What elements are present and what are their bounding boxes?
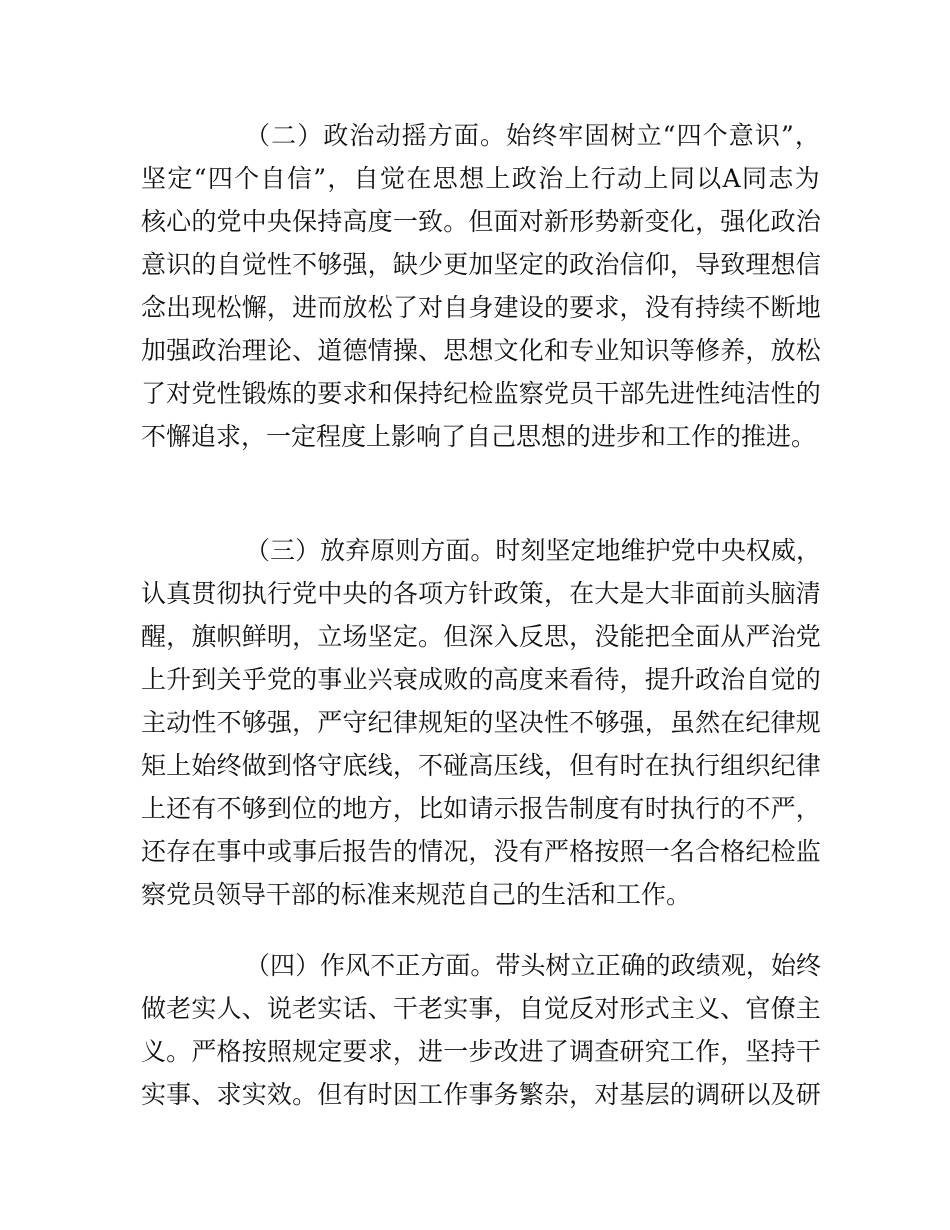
text-line: 上升到关乎党的事业兴衰成败的高度来看待，提升政治自觉的 xyxy=(141,665,821,694)
paragraph-abandoning-principles xyxy=(141,529,821,916)
text-line: 做老实人、说老实话、干老实事，自觉反对形式主义、官僚主 xyxy=(141,994,821,1023)
paragraph-improper-work-style xyxy=(141,944,821,1116)
text-line: 还存在事中或事后报告的情况，没有严格按照一名合格纪检监 xyxy=(141,837,821,866)
text-line: 主动性不够强，严守纪律规矩的坚决性不够强，虽然在纪律规 xyxy=(141,708,821,737)
text-line: 上还有不够到位的地方，比如请示报告制度有时执行的不严， xyxy=(141,794,821,823)
text-line: 义。严格按照规定要求，进一步改进了调查研究工作，坚持干 xyxy=(141,1037,821,1066)
text-line: （四）作风不正方面。带头树立正确的政绩观，始终 xyxy=(245,951,821,980)
text-line: 念出现松懈，进而放松了对自身建设的要求，没有持续不断地 xyxy=(141,293,821,322)
text-line: 核心的党中央保持高度一致。但面对新形势新变化，强化政治 xyxy=(141,207,821,236)
text-line: 实事、求实效。但有时因工作事务繁杂，对基层的调研以及研 xyxy=(141,1080,821,1109)
text-line: 认真贯彻执行党中央的各项方针政策，在大是大非面前头脑清 xyxy=(141,579,821,608)
paragraph-political-wavering xyxy=(141,114,821,458)
text-line: （二）政治动摇方面。始终牢固树立“四个意识”， xyxy=(245,121,821,150)
text-line: 察党员领导干部的标准来规范自己的生活和工作。 xyxy=(141,880,692,909)
text-line: 坚定“四个自信”，自觉在思想上政治上行动上同以A同志为 xyxy=(141,164,821,193)
text-line: 矩上始终做到恪守底线，不碰高压线，但有时在执行组织纪律 xyxy=(141,751,821,780)
text-line: 加强政治理论、道德情操、思想文化和专业知识等修养，放松 xyxy=(141,336,821,365)
text-line: 醒，旗帜鲜明，立场坚定。但深入反思，没能把全面从严治党 xyxy=(141,622,821,651)
text-line: 不懈追求，一定程度上影响了自己思想的进步和工作的推进。 xyxy=(141,422,817,451)
text-line: （三）放弃原则方面。时刻坚定地维护党中央权威， xyxy=(245,536,821,565)
text-line: 了对党性锻炼的要求和保持纪检监察党员干部先进性纯洁性的 xyxy=(141,379,821,408)
text-line: 意识的自觉性不够强，缺少更加坚定的政治信仰，导致理想信 xyxy=(141,250,821,279)
